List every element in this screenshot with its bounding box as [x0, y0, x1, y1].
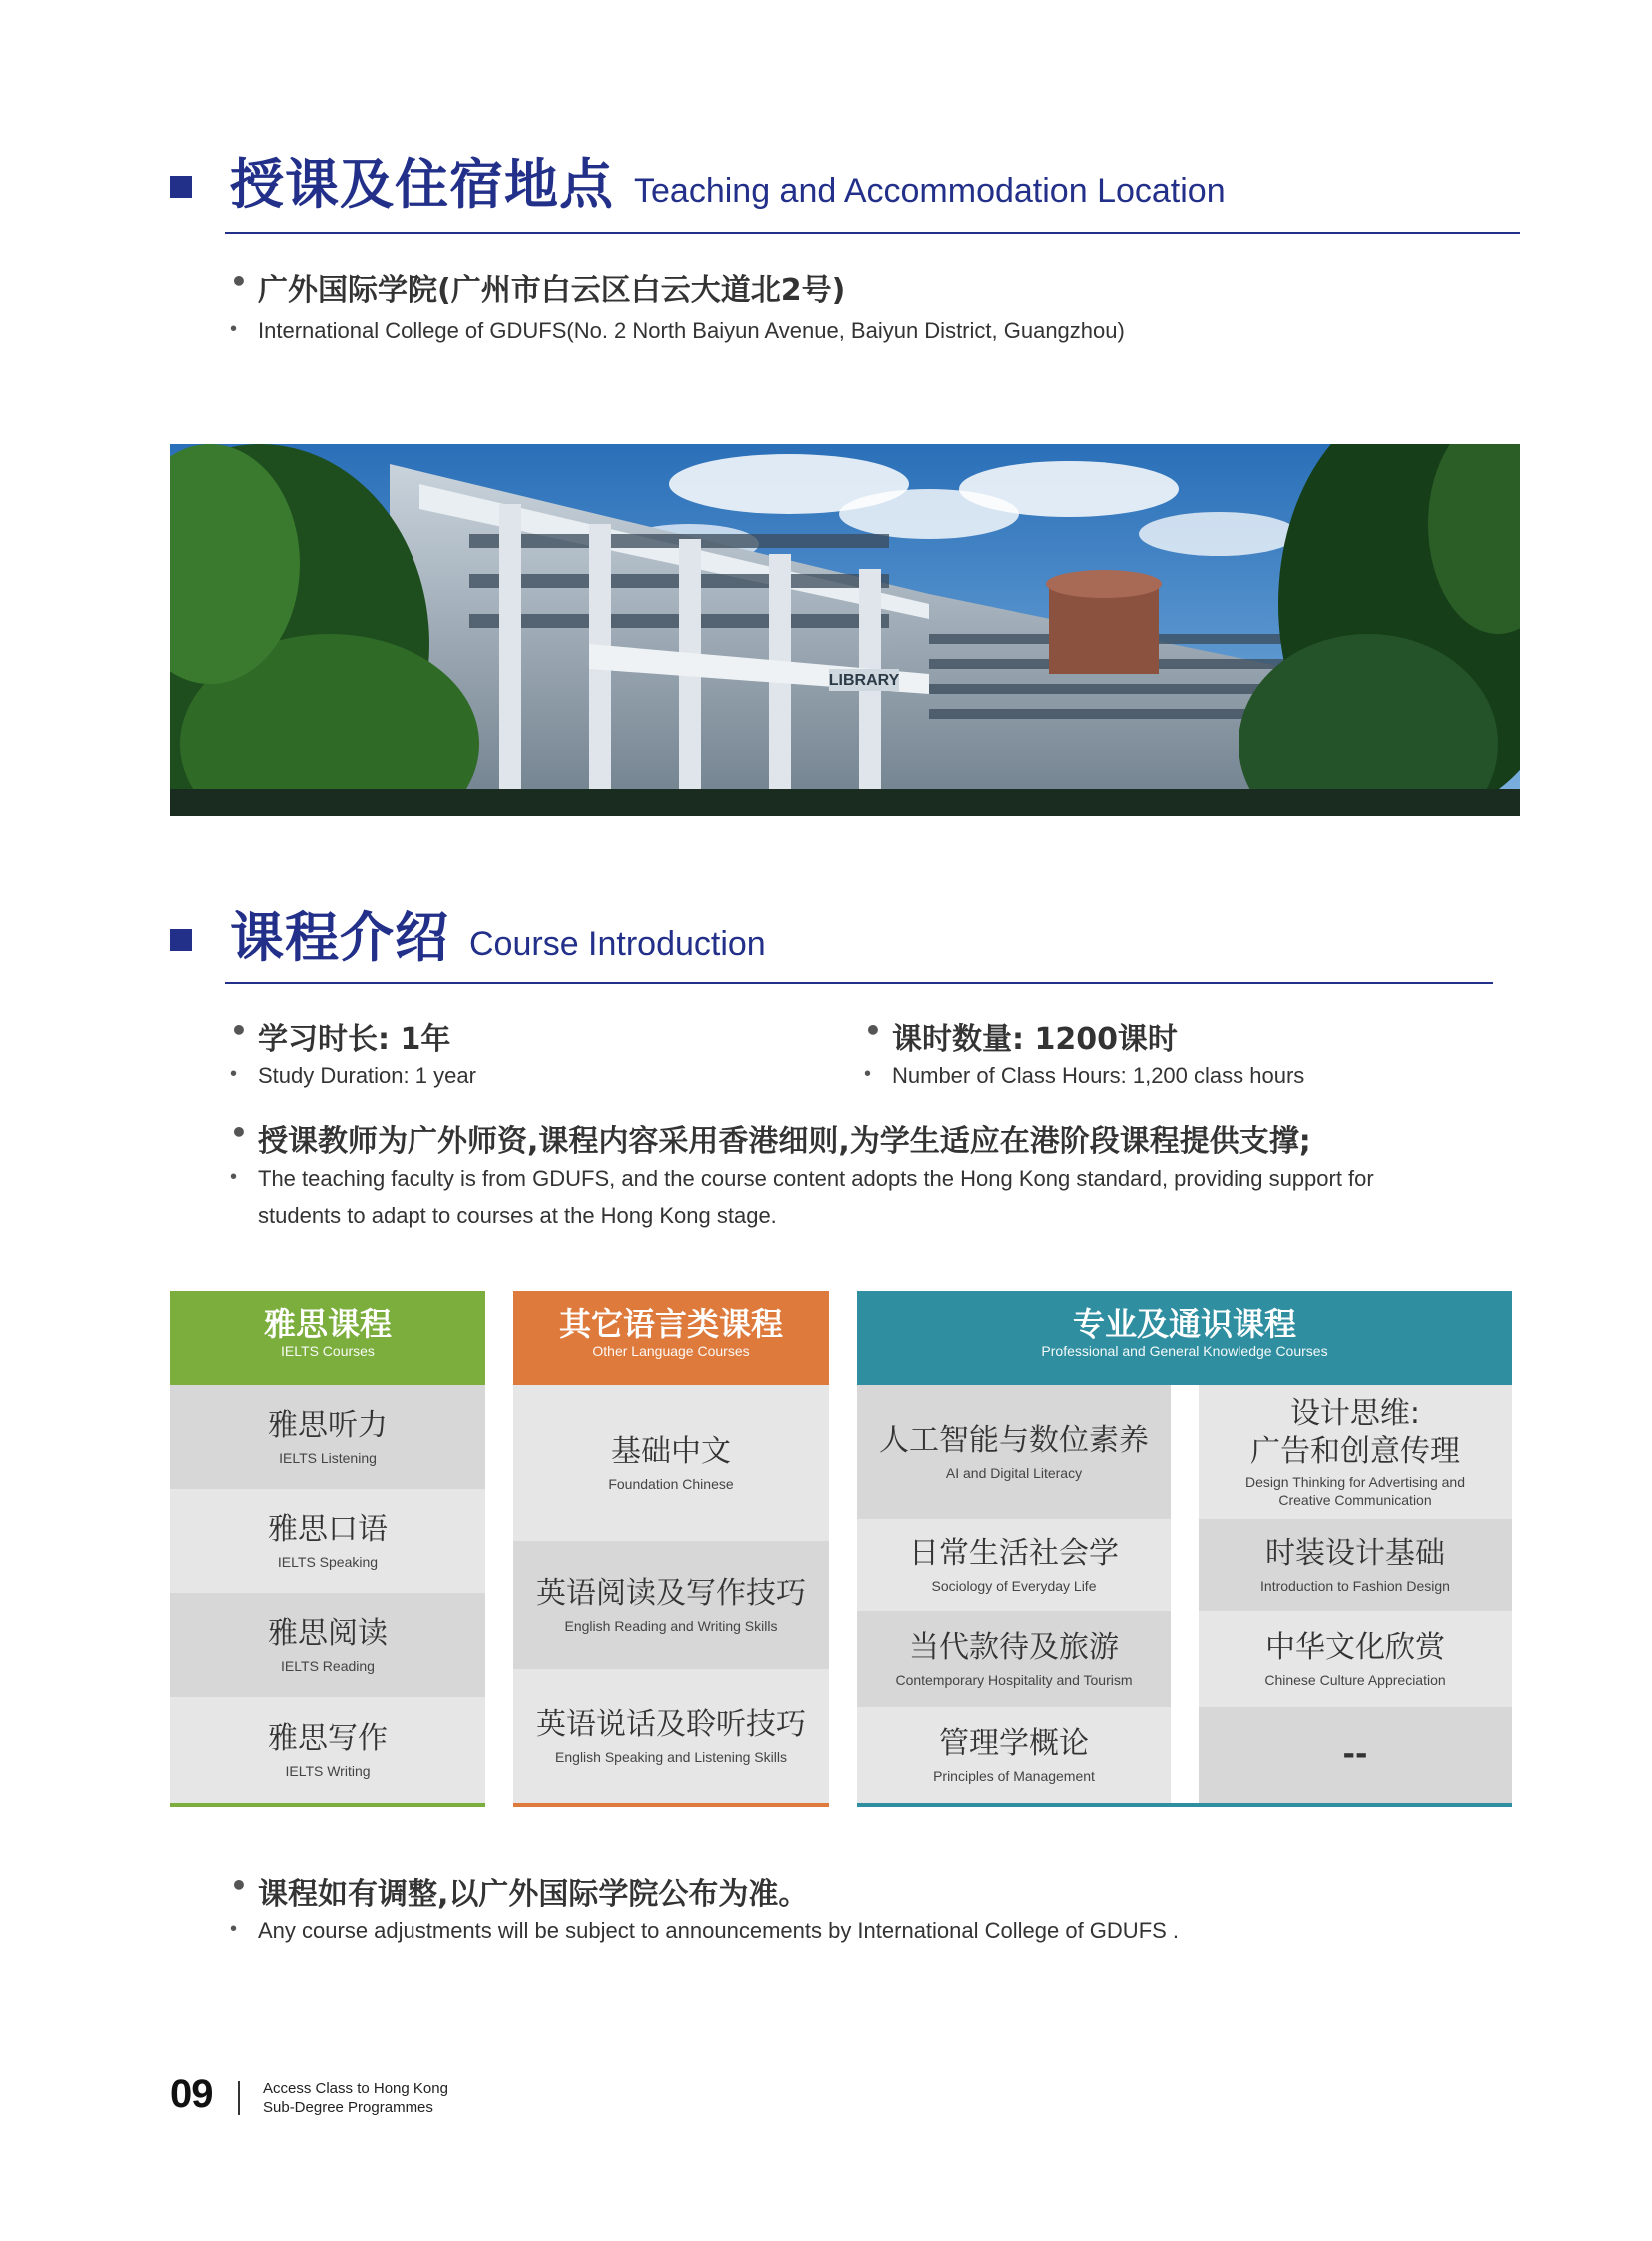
- section-heading-course: [170, 906, 766, 969]
- course-cell-ielts-speaking: [170, 1489, 485, 1593]
- location-bullet-en: [230, 318, 1125, 344]
- bullet-dot: •: [230, 1166, 238, 1188]
- heading-cn: 课程介绍: [230, 906, 449, 969]
- faculty-text-en-line1: The teaching faculty is from GDUFS, and the course content adopts the Hong Kong standard, providing support for: [258, 1166, 1374, 1191]
- course-cell-ielts-listening: [170, 1385, 485, 1489]
- footer-divider: [238, 2081, 240, 2115]
- course-name-en: Introduction to Fashion Design: [1260, 1578, 1450, 1594]
- page-number: 09: [170, 2072, 213, 2116]
- professional-header-cn: 专业及通识课程: [1072, 1305, 1296, 1343]
- bullet-dot: •: [864, 1014, 882, 1047]
- course-name-cn: 雅思听力: [268, 1407, 388, 1443]
- course-cell-ielts-reading: [170, 1593, 485, 1697]
- duration-bullet-en: [230, 1063, 476, 1089]
- course-cell-english-speaking-listening: [513, 1669, 829, 1803]
- ielts-column-header: [170, 1291, 485, 1385]
- course-name-cn: 雅思阅读: [268, 1615, 388, 1651]
- faculty-text-en: [258, 1166, 1374, 1229]
- library-sign: LIBRARY: [828, 672, 900, 689]
- section-heading-location: [170, 153, 1226, 216]
- bullet-dot: •: [864, 1063, 872, 1085]
- course-name-en: AI and Digital Literacy: [945, 1465, 1083, 1481]
- hours-text-cn: 课时数量: 1200课时: [892, 1022, 1178, 1057]
- course-cell-sociology-everyday-life: [857, 1519, 1171, 1611]
- course-name-cn: 管理学概论: [939, 1725, 1089, 1761]
- professional-column-bottom-bar: [857, 1803, 1512, 1807]
- course-name-en: Chinese Culture Appreciation: [1264, 1672, 1446, 1688]
- course-name-en: English Reading and Writing Skills: [564, 1618, 778, 1634]
- hours-bullet-en: [864, 1063, 1304, 1089]
- heading-en: Course Introduction: [469, 925, 766, 963]
- course-name-cn: 英语阅读及写作技巧: [536, 1575, 806, 1611]
- course-name-en-line1: Design Thinking for Advertising and: [1245, 1474, 1465, 1490]
- course-name-cn: 中华文化欣赏: [1265, 1629, 1445, 1665]
- language-column: [513, 1291, 829, 1807]
- bullet-dot: •: [230, 1918, 238, 1940]
- library-photo: [170, 444, 1520, 816]
- ielts-header-en: IELTS Courses: [281, 1343, 375, 1360]
- course-name-cn: 雅思写作: [268, 1720, 388, 1756]
- course-cell-hospitality-tourism: [857, 1611, 1171, 1707]
- course-cell-english-reading-writing: [513, 1541, 829, 1669]
- empty-placeholder: --: [1342, 1737, 1368, 1773]
- course-name-en: IELTS Speaking: [277, 1554, 379, 1570]
- duration-bullet-cn: [230, 1014, 450, 1058]
- language-column-header: [513, 1291, 829, 1385]
- course-name-en: Foundation Chinese: [608, 1476, 734, 1492]
- course-cell-foundation-chinese: [513, 1385, 829, 1541]
- language-column-bottom-bar: [513, 1803, 829, 1807]
- heading-square-marker: [170, 929, 192, 951]
- course-name-cn: 时装设计基础: [1265, 1535, 1445, 1571]
- course-name-en: IELTS Listening: [279, 1450, 377, 1466]
- note-bullet-en: [230, 1918, 1179, 1944]
- note-text-cn: 课程如有调整,以广外国际学院公布为准。: [258, 1877, 809, 1912]
- course-name-en: Sociology of Everyday Life: [931, 1578, 1097, 1594]
- course-name-en: Principles of Management: [933, 1768, 1095, 1784]
- hours-bullet-cn: [864, 1014, 1178, 1058]
- professional-column-header: [857, 1291, 1512, 1385]
- bullet-dot: •: [230, 318, 238, 340]
- note-bullet-cn: [230, 1869, 808, 1913]
- language-header-cn: 其它语言类课程: [558, 1305, 783, 1343]
- heading-rule: [225, 982, 1493, 984]
- bullet-dot: •: [230, 1117, 248, 1149]
- bullet-dot: •: [230, 1014, 248, 1047]
- course-name-cn: 基础中文: [611, 1433, 731, 1469]
- heading-rule: [225, 232, 1520, 234]
- course-name-en-line2: Creative Communication: [1278, 1491, 1432, 1508]
- heading-square-marker: [170, 176, 192, 198]
- heading-en: Teaching and Accommodation Location: [634, 172, 1226, 210]
- course-cell-design-thinking: [1199, 1385, 1512, 1519]
- bullet-dot: •: [230, 265, 248, 298]
- course-cell-principles-management: [857, 1707, 1171, 1803]
- course-name-cn: 当代款待及旅游: [909, 1629, 1119, 1665]
- faculty-bullet-cn: [230, 1117, 1311, 1160]
- course-name-cn: 日常生活社会学: [909, 1535, 1119, 1571]
- duration-text-en: Study Duration: 1 year: [258, 1063, 476, 1088]
- bullet-dot: •: [230, 1869, 248, 1902]
- course-cell-ai-digital-literacy: [857, 1385, 1171, 1519]
- course-name-en: IELTS Writing: [285, 1763, 371, 1779]
- course-cell-fashion-design: [1199, 1519, 1512, 1611]
- course-name-cn-line2: 广告和创意传理: [1250, 1433, 1460, 1469]
- faculty-bullet-en: [230, 1166, 1374, 1229]
- location-text-en: International College of GDUFS(No. 2 North Baiyun Avenue, Baiyun District, Guangzhou): [258, 318, 1125, 343]
- note-text-en: Any course adjustments will be subject to announcements by International College of GDUFS .: [258, 1918, 1180, 1943]
- course-name-en: Contemporary Hospitality and Tourism: [895, 1672, 1133, 1688]
- footer-title-line1: Access Class to Hong Kong: [263, 2080, 448, 2097]
- course-name-en: English Speaking and Listening Skills: [555, 1749, 787, 1765]
- ielts-column-bottom-bar: [170, 1803, 485, 1807]
- course-cell-ielts-writing: [170, 1697, 485, 1803]
- faculty-text-en-line2: students to adapt to courses at the Hong Kong stage.: [258, 1203, 777, 1228]
- course-name-cn: 人工智能与数位素养: [879, 1422, 1149, 1458]
- faculty-text-cn: 授课教师为广外师资,课程内容采用香港细则,为学生适应在港阶段课程提供支撑;: [258, 1124, 1311, 1159]
- duration-text-cn: 学习时长: 1年: [258, 1022, 451, 1057]
- professional-header-en: Professional and General Knowledge Courses: [1041, 1343, 1328, 1360]
- course-cell-chinese-culture: [1199, 1611, 1512, 1707]
- location-text-cn: 广外国际学院(广州市白云区白云大道北2号): [258, 273, 846, 308]
- language-header-en: Other Language Courses: [592, 1343, 750, 1360]
- ielts-header-cn: 雅思课程: [263, 1305, 392, 1343]
- footer-title-line2: Sub-Degree Programmes: [263, 2099, 433, 2116]
- course-name-cn: 雅思口语: [268, 1511, 388, 1547]
- course-name-en: IELTS Reading: [281, 1658, 375, 1674]
- bullet-dot: •: [230, 1063, 238, 1085]
- course-cell-empty: [1199, 1707, 1512, 1803]
- ielts-column: [170, 1291, 485, 1807]
- course-name-cn: 英语说话及聆听技巧: [536, 1706, 806, 1742]
- location-bullet-cn: [230, 265, 845, 309]
- hours-text-en: Number of Class Hours: 1,200 class hours: [892, 1063, 1305, 1088]
- heading-cn: 授课及住宿地点: [230, 153, 614, 216]
- professional-column: [857, 1291, 1512, 1807]
- course-name-cn-line1: 设计思维:: [1289, 1396, 1421, 1431]
